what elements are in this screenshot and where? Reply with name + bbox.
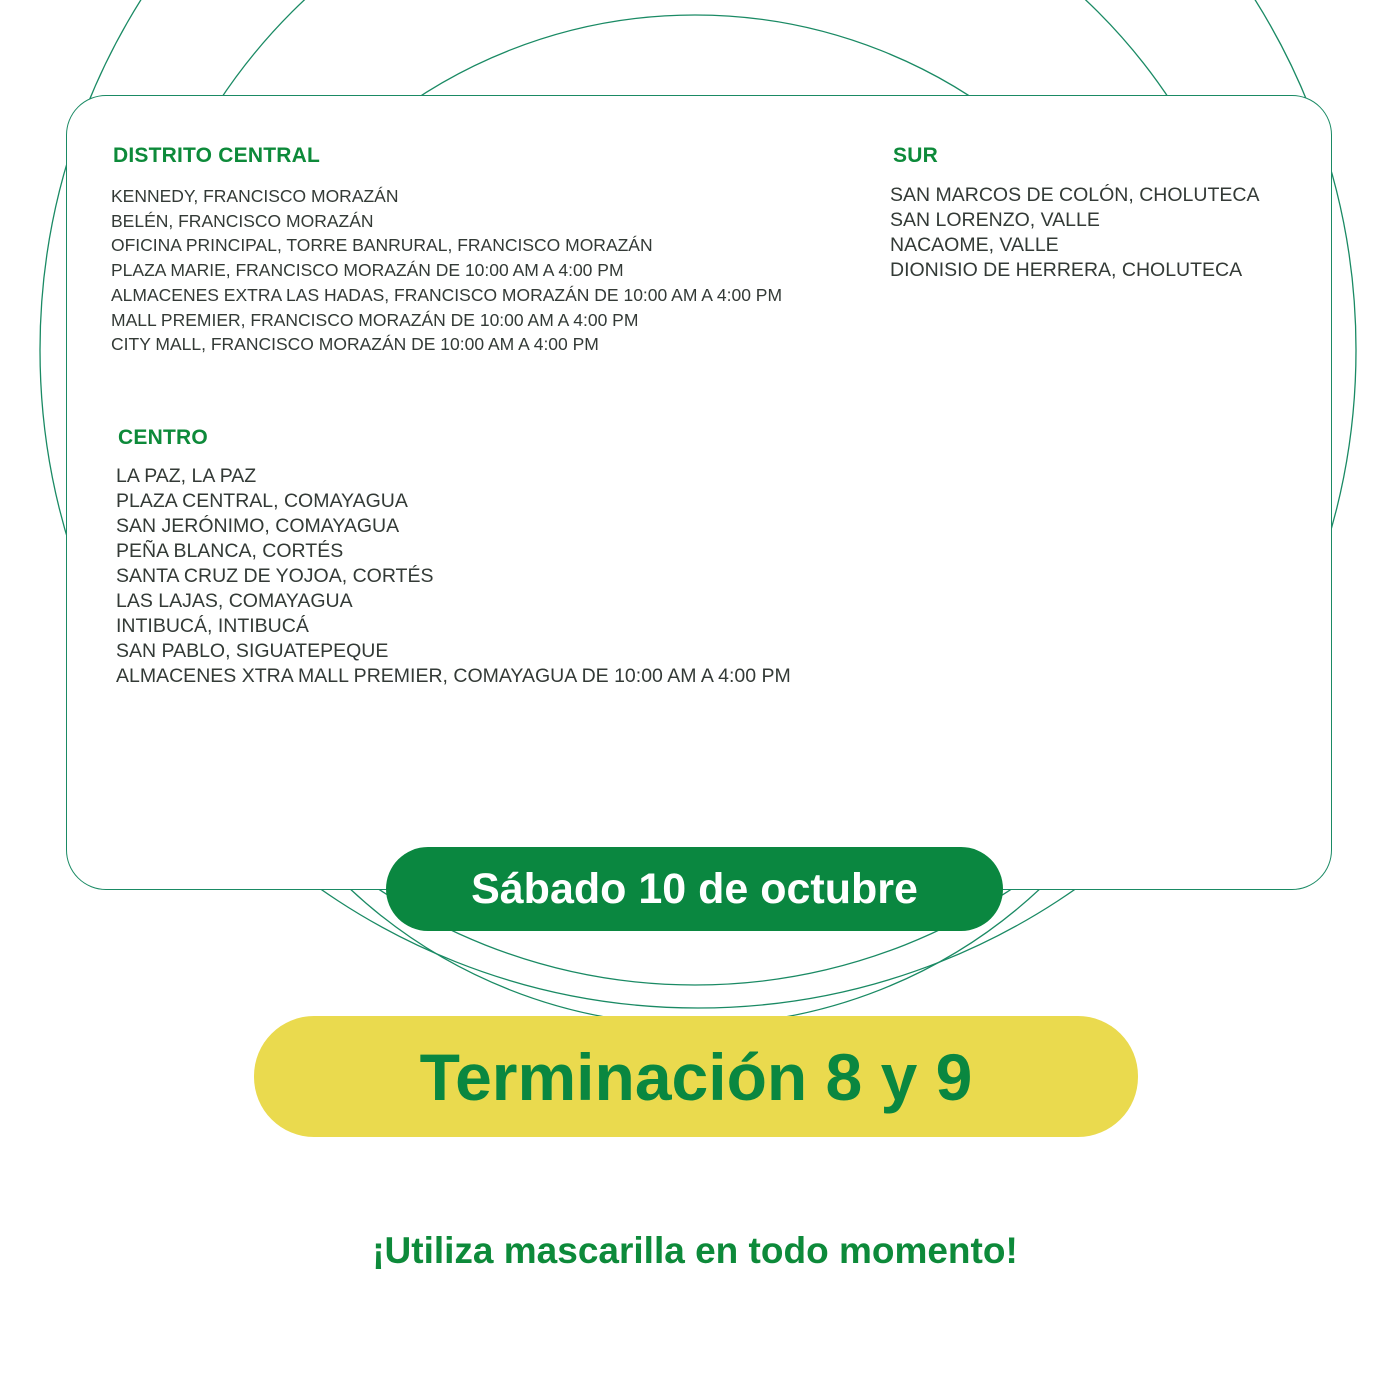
sur-list <box>890 183 1259 283</box>
list-item: LA PAZ, LA PAZ <box>116 465 257 487</box>
list-item: PLAZA MARIE, FRANCISCO MORAZÁN DE 10:00 AM A 4:00 PM <box>111 260 624 281</box>
centro-list <box>116 464 791 689</box>
list-item: INTIBUCÁ, INTIBUCÁ <box>116 615 309 637</box>
distrito-central-list <box>111 184 782 357</box>
list-item: PEÑA BLANCA, CORTÉS <box>116 540 344 562</box>
centro-title: CENTRO <box>118 426 208 449</box>
list-item: SAN MARCOS DE COLÓN, CHOLUTECA <box>890 184 1260 206</box>
list-item: SAN LORENZO, VALLE <box>890 209 1100 231</box>
list-item: CITY MALL, FRANCISCO MORAZÁN DE 10:00 AM A 4:00 PM <box>111 334 599 355</box>
date-label: Sábado 10 de octubre <box>471 864 918 913</box>
list-item: OFICINA PRINCIPAL, TORRE BANRURAL, FRANCISCO MORAZÁN <box>111 235 653 256</box>
termination-label: Terminación 8 y 9 <box>419 1039 973 1114</box>
list-item: BELÉN, FRANCISCO MORAZÁN <box>111 210 374 231</box>
date-badge <box>386 847 1003 931</box>
list-item: DIONISIO DE HERRERA, CHOLUTECA <box>890 259 1243 281</box>
mask-reminder: ¡Utiliza mascarilla en todo momento! <box>372 1230 1018 1271</box>
list-item: MALL PREMIER, FRANCISCO MORAZÁN DE 10:00 AM A 4:00 PM <box>111 309 639 330</box>
list-item: KENNEDY, FRANCISCO MORAZÁN <box>111 186 399 206</box>
list-item: NACAOME, VALLE <box>890 234 1059 256</box>
list-item: SAN PABLO, SIGUATEPEQUE <box>116 640 389 662</box>
termination-badge <box>254 1016 1138 1137</box>
list-item: SAN JERÓNIMO, COMAYAGUA <box>116 515 400 537</box>
list-item: SANTA CRUZ DE YOJOA, CORTÉS <box>116 565 434 587</box>
sur-title: SUR <box>893 144 938 167</box>
distrito-central-title: DISTRITO CENTRAL <box>113 144 320 167</box>
list-item: ALMACENES EXTRA LAS HADAS, FRANCISCO MORAZÁN DE 10:00 AM A 4:00 PM <box>111 284 783 305</box>
list-item: ALMACENES XTRA MALL PREMIER, COMAYAGUA DE 10:00 AM A 4:00 PM <box>116 665 791 687</box>
list-item: LAS LAJAS, COMAYAGUA <box>116 590 353 612</box>
list-item: PLAZA CENTRAL, COMAYAGUA <box>116 490 408 512</box>
